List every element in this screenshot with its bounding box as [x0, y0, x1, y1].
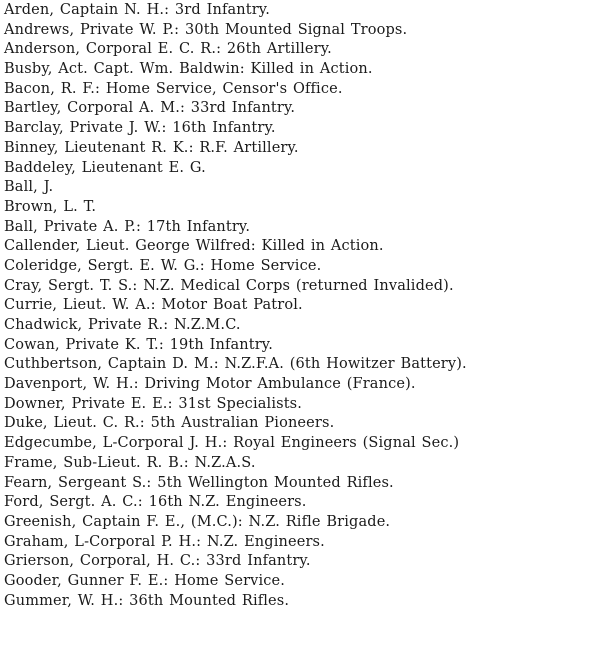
roll-entry: Edgecumbe, L-Corporal J. H.: Royal Engineers (Signal Sec.): [4, 435, 460, 452]
roll-entry: Brown, L. T.: [4, 198, 97, 215]
roll-entry: Cowan, Private K. T.: 19th Infantry.: [4, 336, 273, 353]
roll-entry: Anderson, Corporal E. C. R.: 26th Artillery.: [4, 41, 332, 58]
roll-entry: Currie, Lieut. W. A.: Motor Boat Patrol.: [4, 297, 303, 314]
roll-entry: Callender, Lieut. George Wilfred: Killed in Action.: [4, 238, 384, 255]
roll-entry: Barclay, Private J. W.: 16th Infantry.: [4, 120, 276, 137]
roll-entry: Graham, L-Corporal P. H.: N.Z. Engineers.: [4, 533, 325, 550]
roll-entry: Frame, Sub-Lieut. R. B.: N.Z.A.S.: [4, 454, 256, 471]
roll-entry: Greenish, Captain F. E., (M.C.): N.Z. Rifle Brigade.: [4, 513, 391, 530]
roll-entry: Baddeley, Lieutenant E. G.: [4, 159, 206, 176]
roll-entry: Duke, Lieut. C. R.: 5th Australian Pioneers.: [4, 415, 335, 432]
roll-entry: Chadwick, Private R.: N.Z.M.C.: [4, 317, 241, 333]
roll-entry: Ball, J.: [4, 179, 54, 196]
roll-entry: Binney, Lieutenant R. K.: R.F. Artillery.: [4, 139, 299, 156]
roll-entry: Ball, Private A. P.: 17th Infantry.: [4, 218, 251, 235]
roll-entry: Grierson, Corporal, H. C.: 33rd Infantry.: [4, 553, 311, 570]
service-roll-list: [4, 1, 598, 611]
roll-entry: Busby, Act. Capt. Wm. Baldwin: Killed in Action.: [4, 61, 373, 78]
roll-entry: Gooder, Gunner F. E.: Home Service.: [4, 572, 286, 589]
roll-entry: Arden, Captain N. H.: 3rd Infantry.: [4, 2, 270, 18]
roll-entry: Gummer, W. H.: 36th Mounted Rifles.: [4, 592, 290, 609]
roll-entry: Andrews, Private W. P.: 30th Mounted Signal Troops.: [4, 21, 408, 38]
roll-entry: Bartley, Corporal A. M.: 33rd Infantry.: [4, 100, 296, 117]
roll-entry: Coleridge, Sergt. E. W. G.: Home Service.: [4, 257, 322, 274]
roll-entry: Cuthbertson, Captain D. M.: N.Z.F.A. (6th Howitzer Battery).: [4, 356, 467, 373]
roll-entry: Fearn, Sergeant S.: 5th Wellington Mounted Rifles.: [4, 474, 394, 491]
roll-entry: Bacon, R. F.: Home Service, Censor's Office.: [4, 80, 343, 97]
roll-entry: Davenport, W. H.: Driving Motor Ambulance (France).: [4, 376, 416, 393]
roll-entry: Ford, Sergt. A. C.: 16th N.Z. Engineers.: [4, 494, 307, 511]
roll-entry: Cray, Sergt. T. S.: N.Z. Medical Corps (returned Invalided).: [4, 277, 454, 294]
roll-entry: Downer, Private E. E.: 31st Specialists.: [4, 395, 303, 412]
